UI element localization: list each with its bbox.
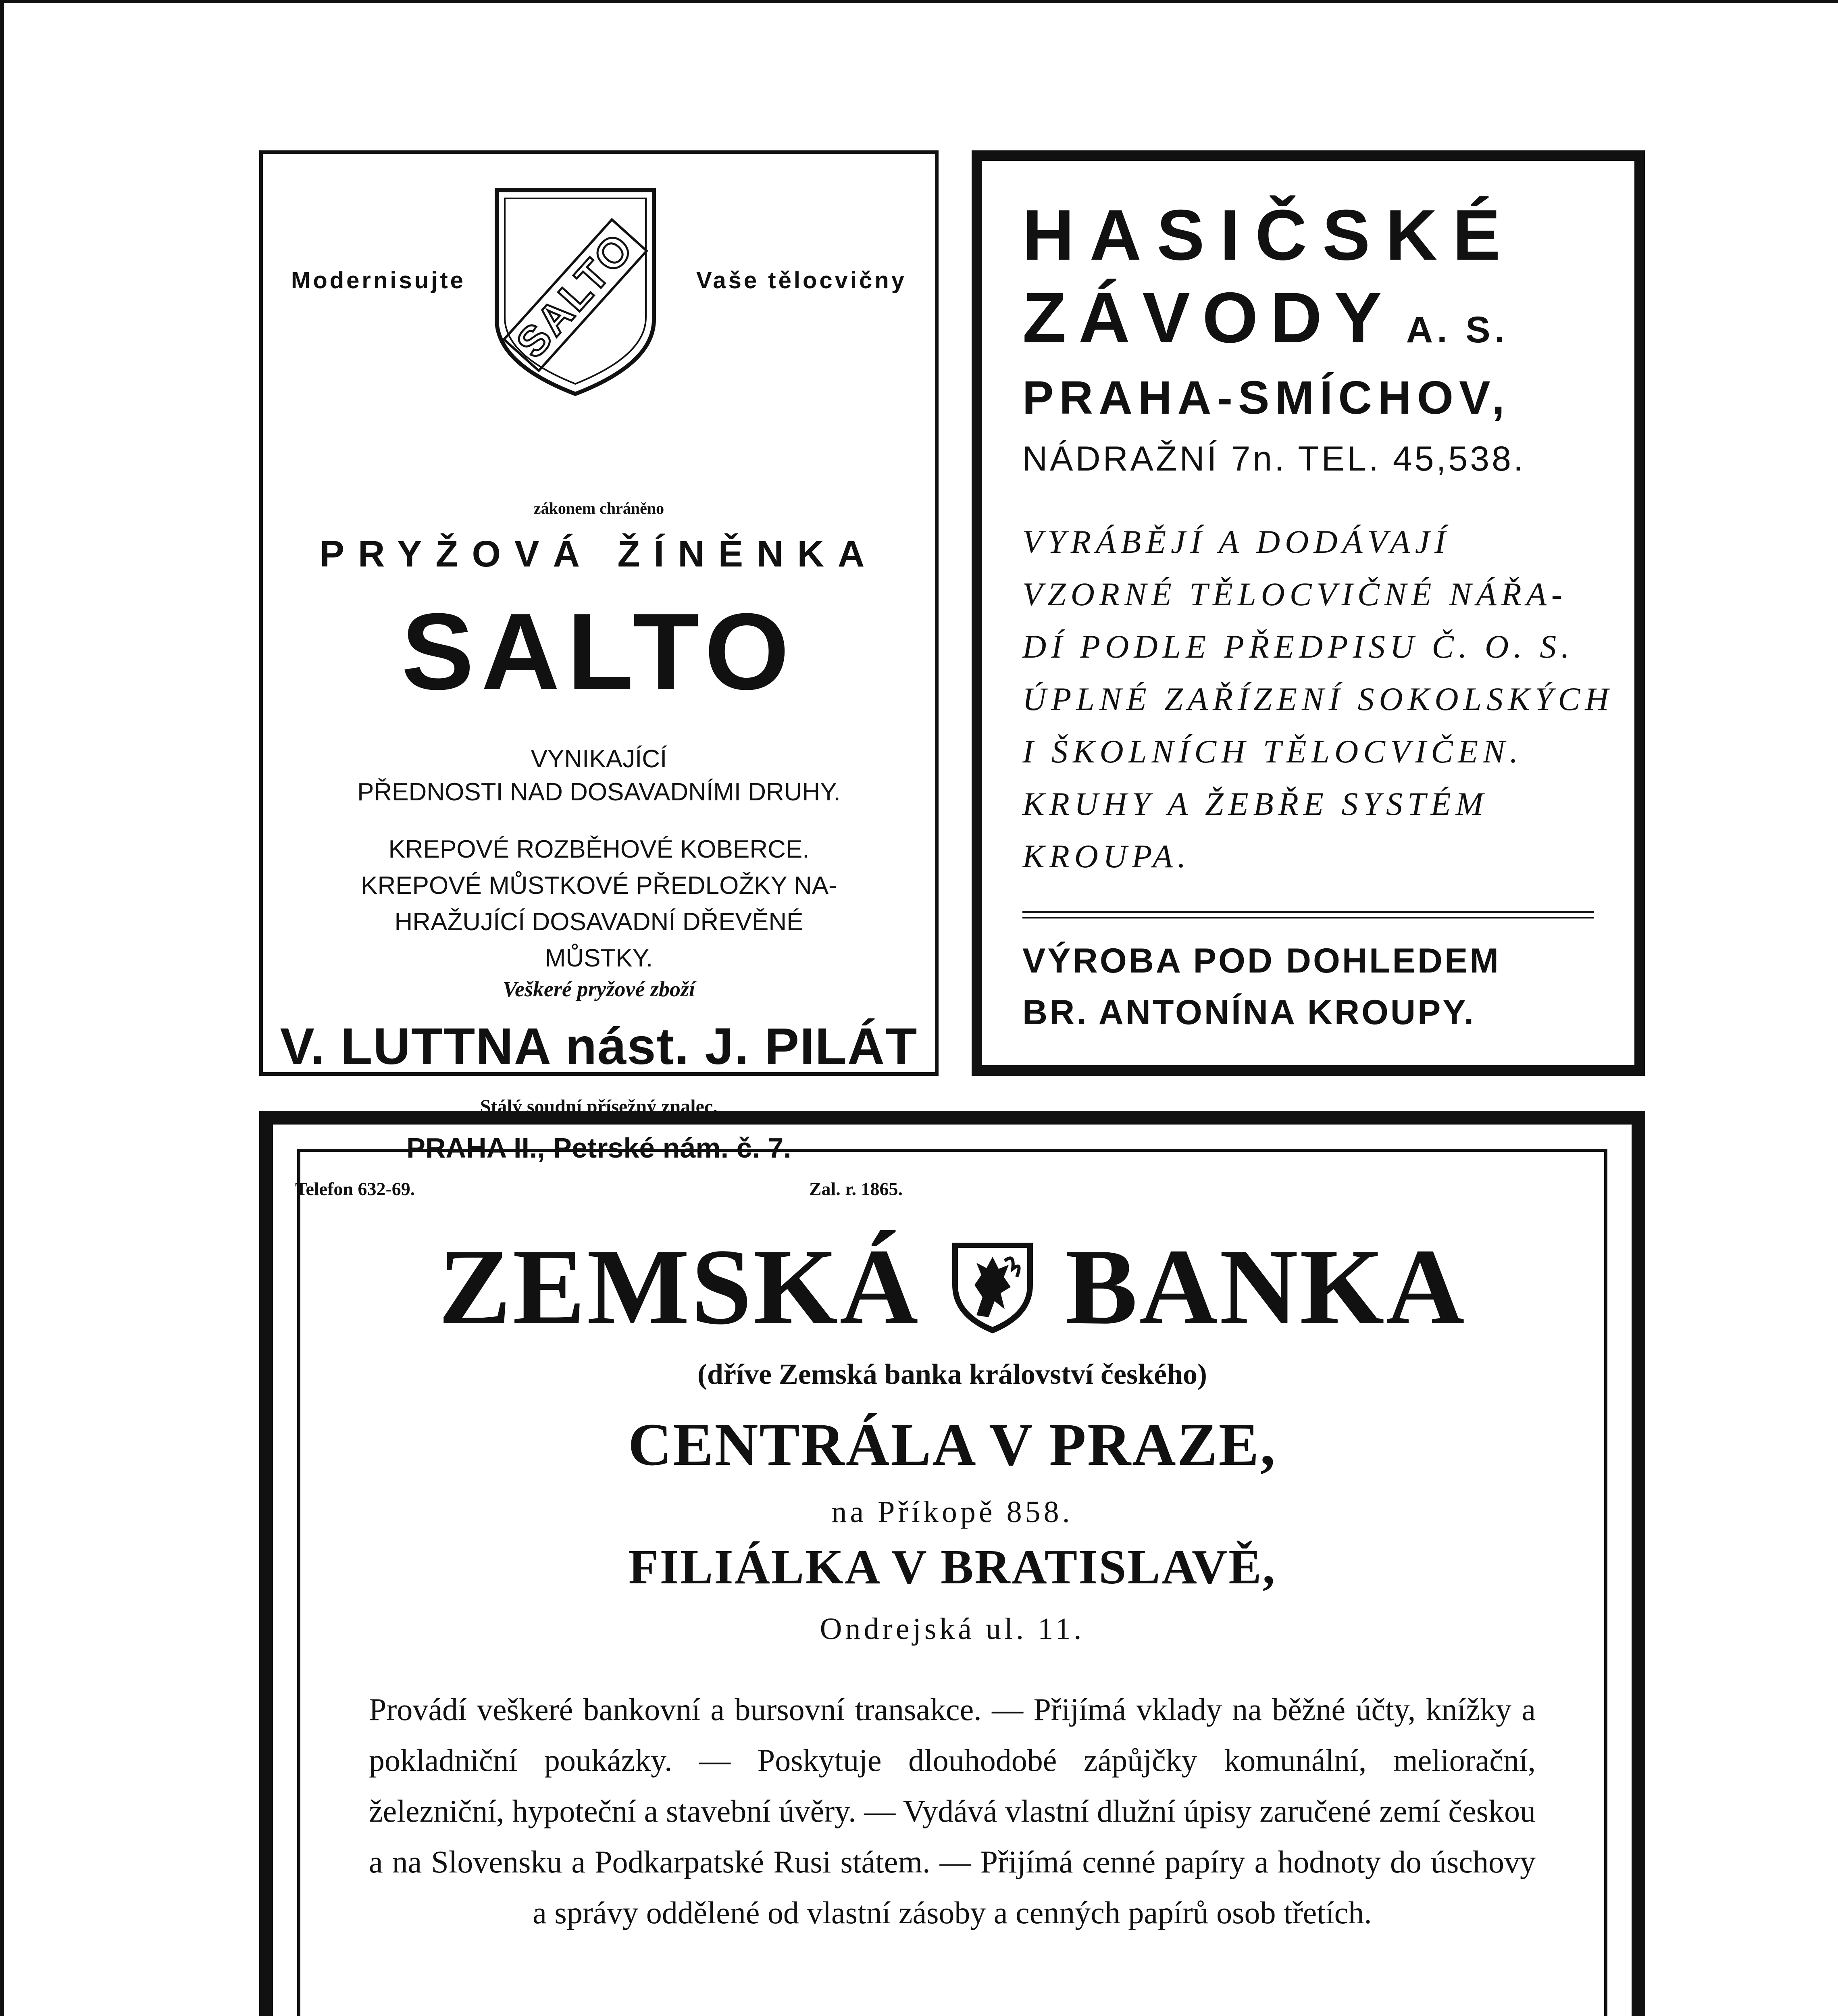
salto-body2-line: KREPOVÉ MŮSTKOVÉ PŘEDLOŽKY NA- xyxy=(361,872,837,900)
salto-protected: zákonem chráněno xyxy=(533,499,664,517)
hasicske-title2-main: ZÁVODY xyxy=(1022,277,1394,358)
salto-body2-line: HRAŽUJÍCÍ DOSAVADNÍ DŘEVĚNÉ xyxy=(394,908,803,936)
salto-advertisement xyxy=(259,150,939,1199)
hasicske-description xyxy=(1022,516,1613,883)
salto-address: PRAHA II., Petrské nám. č. 7. xyxy=(406,1132,791,1164)
zemska-banka-advertisement xyxy=(259,1111,1645,2016)
salto-slogan-right: Vaše tělocvičny xyxy=(696,267,907,294)
hasicske-title: HASIČSKÉ xyxy=(1022,195,1516,275)
banka-inner-frame xyxy=(297,1149,1607,2016)
salto-phone: Telefon 632-69. xyxy=(295,1179,415,1199)
salto-body-line: VYNIKAJÍCÍ xyxy=(531,745,667,773)
banka-central-address: na Příkopě 858. xyxy=(831,1495,1073,1529)
banka-branch: FILIÁLKA V BRATISLAVĚ, xyxy=(628,1540,1276,1594)
banka-central: CENTRÁLA V PRAZE, xyxy=(628,1411,1277,1478)
salto-body2-line: MŮSTKY. xyxy=(545,944,653,972)
hasicske-desc-line: KRUHY A ŽEBŘE SYSTÉM xyxy=(1022,785,1488,822)
hasicske-desc-line: VZORNÉ TĚLOCVIČNÉ NÁŘA- xyxy=(1022,576,1567,612)
hasicske-note xyxy=(1022,935,1501,1038)
hasicske-divider xyxy=(1022,911,1594,918)
salto-body xyxy=(279,743,919,809)
hasicske-title2 xyxy=(1022,277,1509,358)
hasicske-desc-line: ÚPLNÉ ZAŘÍZENÍ SOKOLSKÝCH xyxy=(1022,681,1614,717)
hasicske-title2-suffix: A. S. xyxy=(1406,309,1509,350)
banka-title-right: BANKA xyxy=(1065,1227,1466,1347)
salto-logo-text: SALTO xyxy=(508,223,643,367)
salto-slogan-left: Modernisujte xyxy=(291,267,466,294)
hasicske-desc-line: I ŠKOLNÍCH TĚLOCVIČEN. xyxy=(1022,733,1523,770)
salto-expert: Stálý soudní přísežný znalec. xyxy=(480,1096,718,1117)
salto-body-line: PŘEDNOSTI NAD DOSAVADNÍMI DRUHY. xyxy=(357,778,841,806)
salto-header xyxy=(263,186,935,396)
salto-body2 xyxy=(279,831,919,977)
banka-former-name: (dříve Zemská banka království českého) xyxy=(697,1358,1207,1390)
lion-crest-icon xyxy=(944,1237,1041,1337)
hasicske-desc-line: DÍ PODLE PŘEDPISU Č. O. S. xyxy=(1022,628,1574,665)
salto-brand: SALTO xyxy=(401,591,797,712)
hasicske-note-line: BR. ANTONÍNA KROUPY. xyxy=(1022,993,1476,1032)
hasicske-note-line: VÝROBA POD DOHLEDEM xyxy=(1022,941,1501,980)
banka-services-text: Provádí veškeré bankovní a bursovní transakce. — Přijímá vklady na běžné účty, knížky a pokladniční poukázky. — Poskytuje dlouhodobé zápůjčky komunální, meliorační, železniční, hypoteční a stavební úvěry. — Vydává vlastní dlužní úpisy zaručené zemí českou a na Slovensku a Podkarpatské Rusi státem. — Přijímá cenné papíry a hodnoty do úschovy a správy oddělené od vlastní zásoby a cenných papírů osob třetích. xyxy=(369,1692,1536,1930)
hasicske-address: NÁDRAŽNÍ 7n. TEL. 45,538. xyxy=(1022,439,1526,478)
banka-branch-address: Ondrejská ul. 11. xyxy=(820,1612,1085,1646)
salto-goods: Veškeré pryžové zboží xyxy=(503,977,695,1001)
hasicske-desc-line: VYRÁBĚJÍ A DODÁVAJÍ xyxy=(1022,523,1451,560)
hasicske-advertisement xyxy=(972,150,1645,1076)
salto-body2-line: KREPOVÉ ROZBĚHOVÉ KOBERCE. xyxy=(388,835,810,863)
hasicske-city: PRAHA-SMÍCHOV, xyxy=(1022,371,1511,424)
salto-reg: Zal. r. 1865. xyxy=(809,1179,903,1199)
salto-firm: V. LUTTNA nást. J. PILÁT xyxy=(280,1018,918,1075)
salto-product: PRYŽOVÁ ŽÍNĚNKA xyxy=(319,533,878,575)
banka-title-left: ZEMSKÁ xyxy=(438,1227,920,1347)
banka-title xyxy=(300,1227,1604,1347)
hasicske-desc-line: KROUPA. xyxy=(1022,838,1191,875)
salto-shield-logo xyxy=(489,186,662,396)
